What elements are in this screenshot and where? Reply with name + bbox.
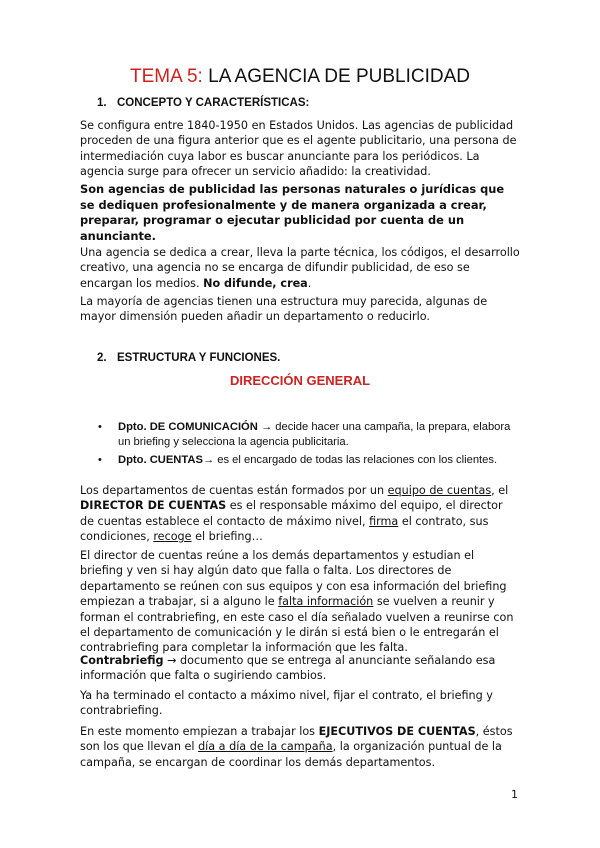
paragraph-agency-role bbox=[80, 245, 520, 291]
direccion-general-label: DIRECCIÓN GENERAL bbox=[229, 373, 371, 388]
paragraph-structure: La mayoría de agencias tienen una estructura muy parecida, algunas de mayor dimensión pueden añadir un departamento o reducirlo. bbox=[80, 295, 488, 324]
p5-d: el contrato, sus condiciones, bbox=[80, 514, 489, 544]
page-number: 1 bbox=[511, 788, 518, 801]
p3-end: . bbox=[307, 276, 312, 290]
title-prefix: TEMA 5: bbox=[129, 66, 203, 87]
p5-a: Los departamentos de cuentas están formados por un bbox=[80, 484, 388, 497]
p5-underline-3: recoge bbox=[153, 530, 192, 544]
p9-b: , éstos son los que llevan el bbox=[80, 725, 513, 754]
p6-underline: falta información bbox=[278, 595, 374, 609]
section-2-title: ESTRUCTURA Y FUNCIONES. bbox=[117, 352, 281, 364]
paragraph-contact-done: Ya ha terminado el contacto a máximo nivel, fijar el contrato, el briefing y contrabriefing. bbox=[80, 689, 493, 718]
page-title bbox=[0, 66, 600, 88]
p9-c: , la organización puntual de la campaña, se encargan de coordinar los demás departamentos. bbox=[80, 740, 502, 769]
bullet-1-bold: Dpto. DE COMUNICACIÓN bbox=[118, 421, 258, 433]
p5-b: , el bbox=[491, 484, 509, 497]
paragraph-accounts-dept bbox=[80, 483, 520, 545]
p3-bold: No difunde, crea bbox=[203, 276, 308, 290]
departments-list bbox=[98, 420, 520, 470]
section-1-number: 1. bbox=[97, 97, 107, 109]
section-2-number: 2. bbox=[97, 352, 107, 364]
bullet-1-arrow: → bbox=[257, 421, 276, 433]
p5-c: es el responsable máximo del equipo, el director de cuentas establece el contacto de máximo nivel, bbox=[80, 499, 503, 528]
p5-underline-1: equipo de cuentas bbox=[387, 484, 492, 497]
bullet-2-arrow: → bbox=[202, 453, 218, 466]
title-text: LA AGENCIA DE PUBLICIDAD bbox=[202, 66, 470, 87]
section-1-heading bbox=[97, 97, 309, 109]
p7-text: → documento que se entrega al anunciante señalando esa información que falta o sugiriendo cambios. bbox=[80, 654, 496, 683]
paragraph-director-process bbox=[80, 548, 520, 656]
bullet-2-text: es el encargado de todas las relaciones con los clientes. bbox=[217, 453, 498, 466]
p5-bold: DIRECTOR DE CUENTAS bbox=[80, 499, 227, 513]
list-item bbox=[98, 453, 520, 468]
p6-b: se vuelven a reunir y forman el contrabriefing, en este caso el día señalado vuelven a reunirse con el departamento de comunicación y le dirán si está bien o le entregarán el contrabriefing para completar la información que les falta. bbox=[80, 595, 514, 655]
p7-bold: Contrabriefig bbox=[80, 654, 164, 667]
bullet-dot-icon: • bbox=[98, 453, 102, 466]
paragraph-contrabriefing bbox=[80, 653, 520, 684]
bullet-2-bold: Dpto. CUENTAS bbox=[118, 453, 203, 466]
p9-bold: EJECUTIVOS DE CUENTAS bbox=[318, 725, 476, 738]
paragraph-origin: Se configura entre 1840-1950 en Estados Unidos. Las agencias de publicidad proceden de una figura anterior que es el agente publicitario, una persona de intermediación cuya labor es buscar anunciante para los periódicos. La agencia surge para ofrecer un servicio añadido: la creatividad. bbox=[80, 119, 517, 179]
p5-e: el briefing… bbox=[191, 530, 263, 544]
paragraph-account-executives bbox=[80, 724, 520, 770]
p3-text: Una agencia se dedica a crear, lleva la parte técnica, los códigos, el desarrollo creativo, una agencia no se encarga de difundir publicidad, de eso se encargan los medios. bbox=[80, 246, 520, 290]
p9-a: En este momento empiezan a trabajar los bbox=[80, 725, 319, 738]
bullet-dot-icon: • bbox=[98, 421, 102, 433]
list-item bbox=[98, 420, 520, 451]
p9-underline: día a día de la campaña bbox=[198, 740, 333, 754]
paragraph-definition: Son agencias de publicidad las personas naturales o jurídicas que se dediquen profesionalmente y de manera organizada a crear, preparar, programar o ejecutar publicidad por cuenta de un anunciante. bbox=[80, 182, 505, 243]
p6-a: El director de cuentas reúne a los demás departamentos y estudian el briefing y ven si hay algún dato que falla o falta. Los directores de departamento se reúnen con sus equipos y con esa información del briefing empiezan a trabajar, si a alguno le bbox=[80, 549, 507, 609]
section-2-heading bbox=[97, 352, 280, 364]
bullet-1-text: decide hacer una campaña, la prepara, elabora un briefing y selecciona la agencia publicitaria. bbox=[118, 421, 511, 449]
section-1-title: CONCEPTO Y CARACTERÍSTICAS: bbox=[117, 97, 310, 109]
p5-underline-2: firma bbox=[369, 514, 399, 528]
